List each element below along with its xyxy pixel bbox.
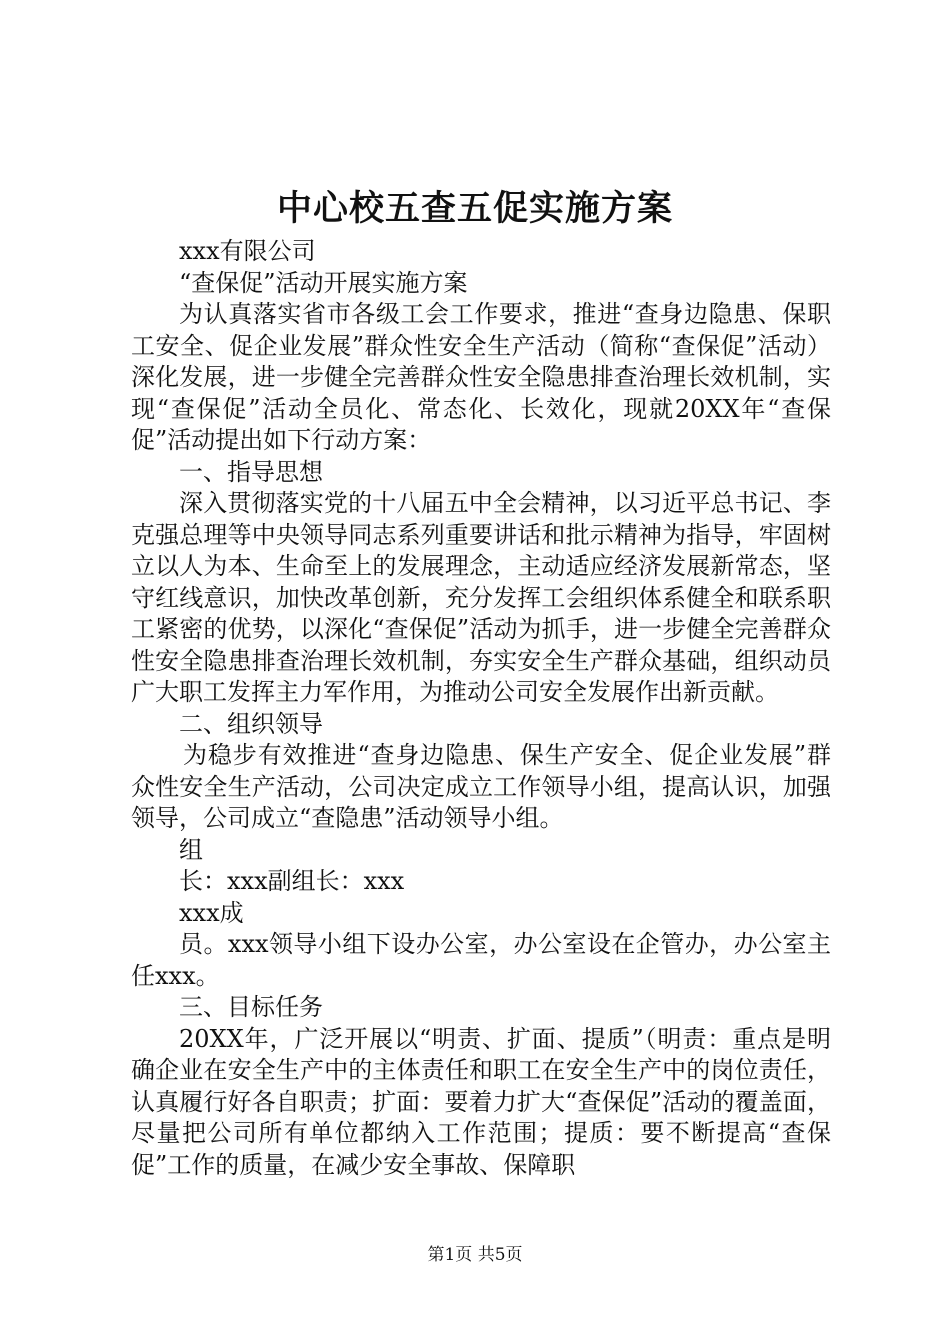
section-heading-goals: 三、目标任务 xyxy=(179,993,323,1021)
document-body xyxy=(131,236,831,1181)
office-paragraph: 员。xxx领导小组下设办公室，办公室设在企管办，办公室主任xxx。 xyxy=(131,930,831,990)
section-heading-guiding-ideology: 一、指导思想 xyxy=(179,457,323,486)
page-number-footer: 第1页 共5页 xyxy=(427,1245,523,1265)
group-member-line: xxx成 xyxy=(179,898,244,927)
intro-paragraph: 为认真落实省市各级工会工作要求，推进“查身边隐患、保职工安全、促企业发展”群众性安全生产活动（简称“查保促”活动）深化发展，进一步健全完善群众性安全隐患排查治理长效机制，实现“查保促”活动全员化、常态化、长效化，现就20XX年“查保促”活动提出如下行动方案： xyxy=(131,300,831,454)
document-title: 中心校五查五促实施方案 xyxy=(276,188,673,229)
goals-paragraph: 20XX年，广泛开展以“明责、扩面、提质”（明责：重点是明确企业在安全生产中的主体责任和职工在安全生产中的岗位责任，认真履行好各自职责；扩面：要着力扩大“查保促”活动的覆盖面，尽量把公司所有单位都纳入工作范围；提质：要不断提高“查保促”工作的质量，在减少安全事故、保障职 xyxy=(131,1024,831,1179)
plan-subtitle-line: “查保促”活动开展实施方案 xyxy=(179,268,468,297)
company-name-line: xxx有限公司 xyxy=(179,237,316,265)
group-line-1: 组 xyxy=(179,835,203,864)
section-heading-organization: 二、组织领导 xyxy=(179,709,323,738)
group-leader-line: 长：xxx副组长：xxx xyxy=(179,867,405,895)
organization-paragraph: 为稳步有效推进“查身边隐患、保生产安全、促企业发展”群众性安全生产活动，公司决定成立工作领导小组，提高认识，加强领导，公司成立“查隐患”活动领导小组。 xyxy=(131,741,831,832)
guiding-ideology-paragraph: 深入贯彻落实党的十八届五中全会精神，以习近平总书记、李克强总理等中央领导同志系列重要讲话和批示精神为指导，牢固树立以人为本、生命至上的发展理念，主动适应经济发展新常态，坚守红线意识，加快改革创新，充分发挥工会组织体系健全和联系职工紧密的优势，以深化“查保促”活动为抓手，进一步健全完善群众性安全隐患排查治理长效机制，夯实安全生产群众基础，组织动员广大职工发挥主力军作用，为推动公司安全发展作出新贡献。 xyxy=(131,489,831,706)
